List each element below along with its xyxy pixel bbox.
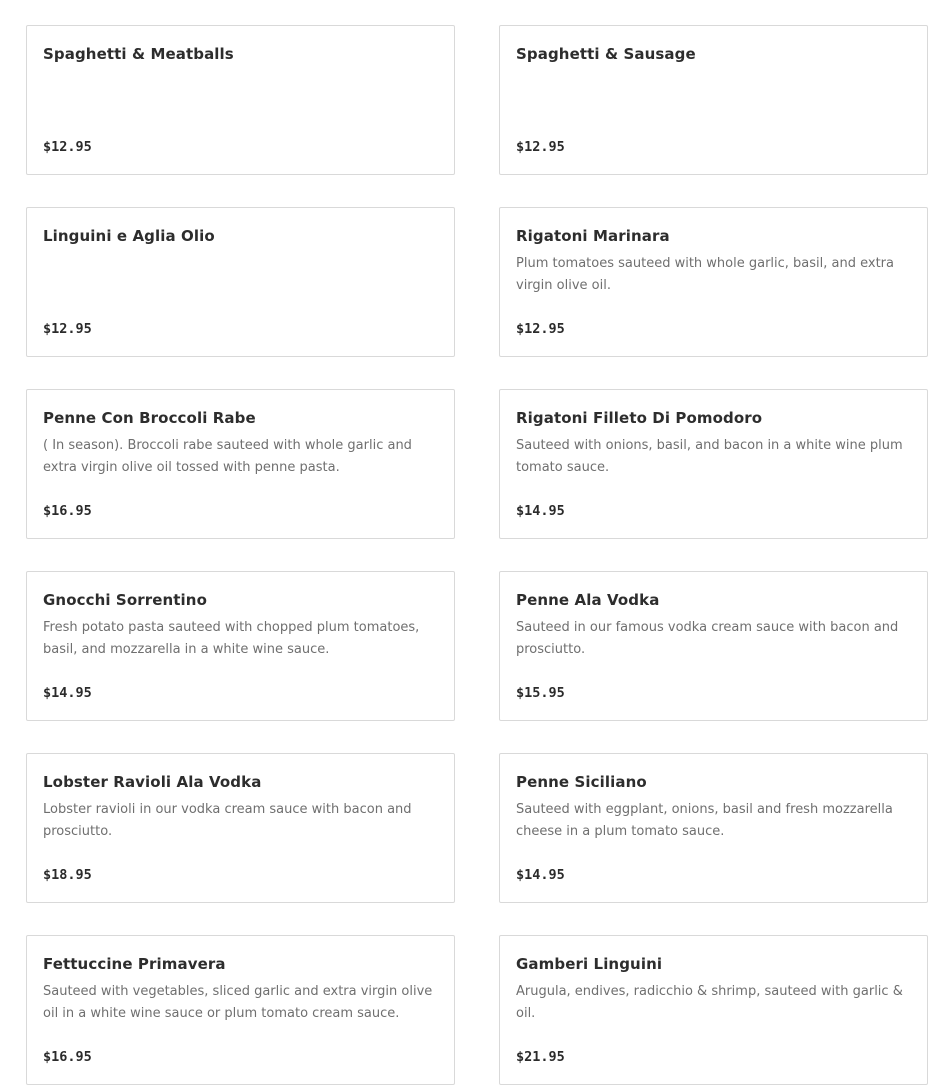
menu-item-price: $14.95 xyxy=(516,503,565,519)
menu-item-price: $12.95 xyxy=(516,321,565,337)
menu-item-description: Sauteed with onions, basil, and bacon in a white wine plum tomato sauce. xyxy=(516,438,903,475)
menu-item-card[interactable] xyxy=(26,571,455,721)
menu-item-name: Gnocchi Sorrentino xyxy=(43,591,207,609)
menu-item-description: Fresh potato pasta sauteed with chopped plum tomatoes, basil, and mozzarella in a white wine sauce. xyxy=(43,620,420,657)
menu-item-description: Plum tomatoes sauteed with whole garlic, basil, and extra virgin olive oil. xyxy=(516,256,894,293)
menu-item-price: $14.95 xyxy=(516,867,565,883)
menu-item-name: Gamberi Linguini xyxy=(516,955,663,973)
menu-item-name: Penne Ala Vodka xyxy=(516,591,660,609)
menu-grid xyxy=(26,25,928,1085)
menu-item-price: $12.95 xyxy=(43,139,92,155)
menu-item-card[interactable] xyxy=(499,389,928,539)
menu-item-name: Penne Siciliano xyxy=(516,773,647,791)
menu-item-description: Sauteed with vegetables, sliced garlic and extra virgin olive oil in a white wine sauce or plum tomato cream sauce. xyxy=(43,984,433,1021)
menu-item-description: Arugula, endives, radicchio & shrimp, sauteed with garlic & oil. xyxy=(516,984,903,1021)
menu-item-price: $14.95 xyxy=(43,685,92,701)
menu-item-card[interactable] xyxy=(26,935,455,1085)
menu-item-description: ( In season). Broccoli rabe sauteed with whole garlic and extra virgin olive oil tossed with penne pasta. xyxy=(43,438,412,475)
menu-item-price: $12.95 xyxy=(516,139,565,155)
menu-item-name: Spaghetti & Meatballs xyxy=(43,45,234,63)
menu-item-name: Rigatoni Marinara xyxy=(516,227,670,245)
menu-item-description: Sauteed in our famous vodka cream sauce with bacon and prosciutto. xyxy=(516,620,899,657)
menu-item-name: Lobster Ravioli Ala Vodka xyxy=(43,773,262,791)
menu-item-price: $12.95 xyxy=(43,321,92,337)
menu-item-card[interactable] xyxy=(26,389,455,539)
menu-item-description: Lobster ravioli in our vodka cream sauce with bacon and prosciutto. xyxy=(43,802,412,839)
menu-item-price: $15.95 xyxy=(516,685,565,701)
menu-item-card[interactable] xyxy=(499,753,928,903)
menu-item-card[interactable] xyxy=(26,753,455,903)
menu-item-card[interactable] xyxy=(26,207,455,357)
menu-item-description: Sauteed with eggplant, onions, basil and fresh mozzarella cheese in a plum tomato sauce. xyxy=(516,802,893,839)
menu-item-name: Linguini e Aglia Olio xyxy=(43,227,215,245)
menu-item-card[interactable] xyxy=(26,25,455,175)
menu-item-card[interactable] xyxy=(499,25,928,175)
menu-item-card[interactable] xyxy=(499,935,928,1085)
menu-item-price: $21.95 xyxy=(516,1049,565,1065)
menu-item-card[interactable] xyxy=(499,571,928,721)
menu-item-card[interactable] xyxy=(499,207,928,357)
menu-item-price: $16.95 xyxy=(43,503,92,519)
menu-item-name: Fettuccine Primavera xyxy=(43,955,226,973)
menu-item-name: Spaghetti & Sausage xyxy=(516,45,696,63)
menu-item-price: $16.95 xyxy=(43,1049,92,1065)
menu-item-name: Penne Con Broccoli Rabe xyxy=(43,409,256,427)
menu-item-name: Rigatoni Filleto Di Pomodoro xyxy=(516,409,763,427)
menu-item-price: $18.95 xyxy=(43,867,92,883)
